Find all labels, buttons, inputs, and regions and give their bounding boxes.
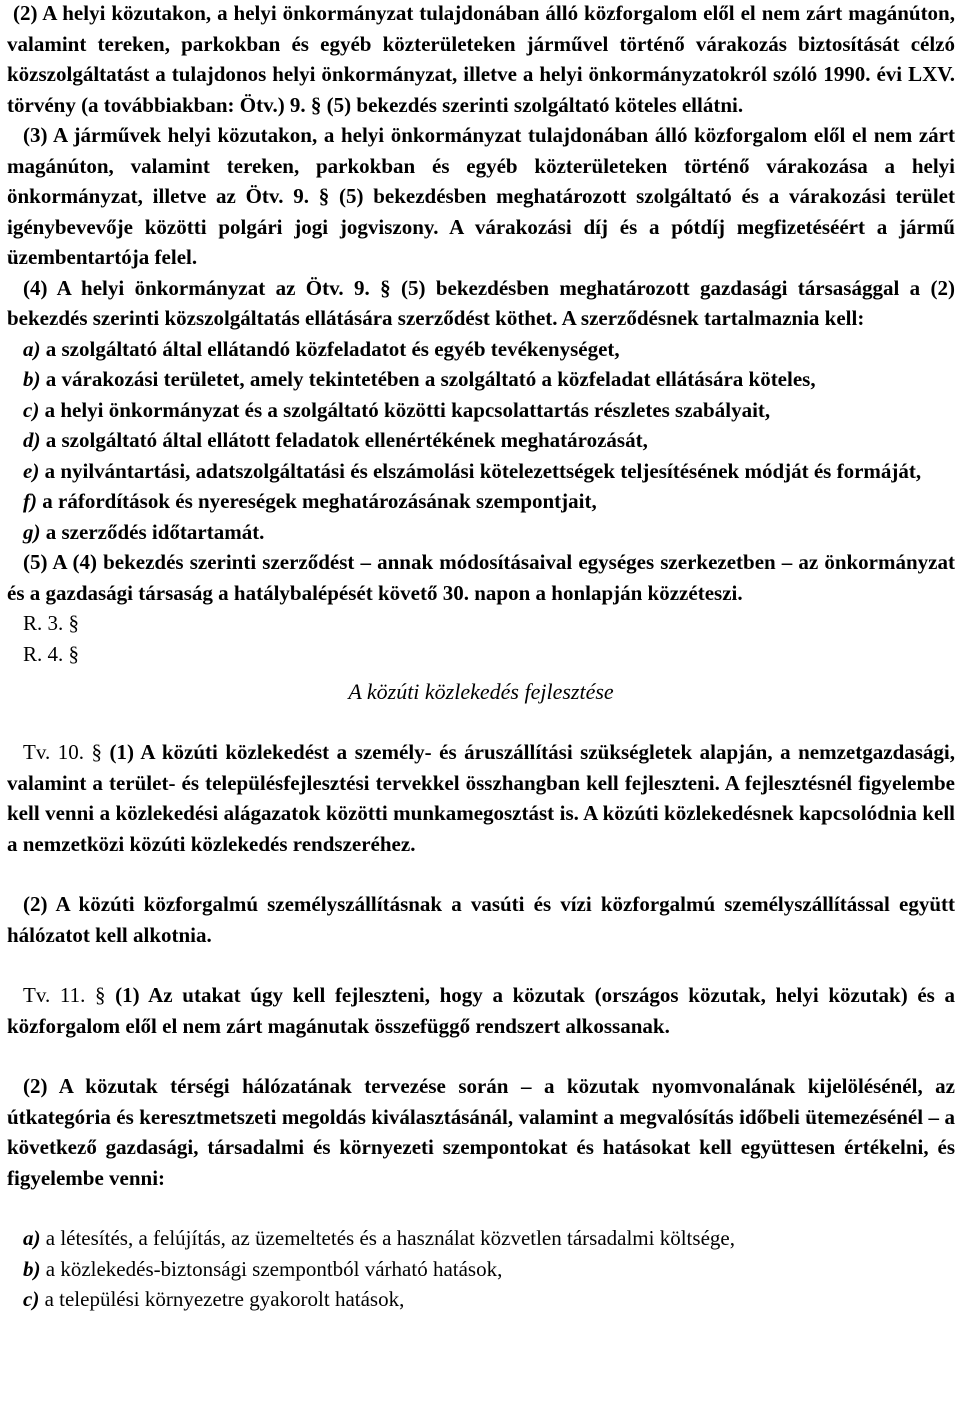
- reference-r3: R. 3. §: [23, 611, 80, 635]
- tv11-paragraph-1: Tv. 11. § (1) Az utakat úgy kell fejleszteni, hogy a közutak (országos közutak, helyi közutak) és a közforgalom elől el nem zárt magánutak összefüggő rendszert alkossanak.: [7, 983, 955, 1038]
- list-label: d): [23, 428, 41, 452]
- list-item: b) a közlekedés-biztonsági szempontból várható hatások,: [23, 1256, 503, 1281]
- list-label: c): [23, 397, 40, 422]
- list-item: c) a települési környezetre gyakorolt hatások,: [23, 1287, 405, 1311]
- paragraph-2: (2) A helyi közutakon, a helyi önkormányzat tulajdonában álló közforgalom elől el nem zárt magánúton, valamint tereken, parkokban és egyéb közterületeken járművel történő várakozás biztosítását célzó közszolgáltatást a tulajdonos helyi önkormányzat, illetve a helyi önkormányzatokról szóló 1990. évi LXV. törvény (a továbbiakban: Ötv.) 9. § (5) bekezdés szerinti szolgáltató köteles ellátni.: [7, 1, 955, 117]
- list-label: c): [23, 1287, 40, 1311]
- list-label: e): [23, 458, 40, 483]
- tv10-paragraph-1: Tv. 10. § (1) A közúti közlekedést a személy- és áruszállítási szükségletek alapján, a nemzetgazdasági, valamint a terület- és településfejlesztési tervekkel összhangban kell fejleszteni. A fejlesztésnél figyelembe kell venni a közlekedési alágazatok közötti munkamegosztást is. A közúti közlekedésnek kapcsolódnia kell a nemzetközi közúti közlekedés rendszeréhez.: [7, 740, 955, 856]
- list-item: d) a szolgáltató által ellátott feladatok ellenértékének meghatározását,: [23, 428, 648, 452]
- section-reference: Tv. 11. §: [23, 983, 106, 1007]
- list-label: a): [23, 336, 41, 361]
- paragraph-5: (5) A (4) bekezdés szerinti szerződést – annak módosításaival egységes szerkezetben – az önkormányzat és a gazdasági társaság a hatálybalépését követő 30. napon a honlapján közzéteszi.: [7, 550, 955, 605]
- list-label: g): [23, 519, 41, 544]
- list-item: a) a szolgáltató által ellátandó közfeladatot és egyéb tevékenységet,: [23, 336, 620, 361]
- list-item: g) a szerződés időtartamát.: [23, 519, 265, 544]
- list-label: b): [23, 1256, 41, 1281]
- list-item: e) a nyilvántartási, adatszolgáltatási és elszámolási kötelezettségek teljesítésének módját és formáját,: [23, 458, 922, 483]
- paragraph-3: (3) A járművek helyi közutakon, a helyi önkormányzat tulajdonában álló közforgalom elől el nem zárt magánúton, valamint tereken, parkokban és egyéb közterületeken történő várakozása a helyi önkormányzat, illetve az Ötv. 9. § (5) bekezdésben meghatározott szolgáltató és a várakozási terület igénybevevője közötti polgári jogi jogviszony. A várakozási díj és a pótdíj megfizetéséért a jármű üzembentartója felel.: [7, 123, 955, 269]
- tv10-paragraph-2: (2) A közúti közforgalmú személyszállításnak a vasúti és vízi közforgalmú személyszállítással együtt hálózatot kell alkotnia.: [7, 892, 955, 947]
- list-item: a) a létesítés, a felújítás, az üzemeltetés és a használat közvetlen társadalmi költsége,: [23, 1226, 735, 1250]
- list-label: a): [23, 1226, 41, 1250]
- section-reference: Tv. 10. §: [23, 740, 102, 764]
- list-item: c) a helyi önkormányzat és a szolgáltató közötti kapcsolattartás részletes szabályait,: [23, 397, 771, 422]
- list-item: b) a várakozási területet, amely tekintetében a szolgáltató a közfeladat ellátására köteles,: [23, 367, 816, 391]
- tv11-paragraph-2: (2) A közutak térségi hálózatának tervezése során – a közutak nyomvonalának kijelölésénél, az útkategória és keresztmetszeti megoldás kiválasztásánál, valamint a megvalósítás időbeli ütemezésénél – a következő gazdasági, társadalmi és környezeti szempontokat és hatásokat kell együttesen értékelni, és figyelembe venni:: [7, 1074, 955, 1190]
- section-heading: A közúti közlekedés fejlesztése: [348, 679, 614, 704]
- reference-r4: R. 4. §: [23, 641, 80, 666]
- list-label: f): [23, 489, 37, 513]
- contract-content-list: [7, 334, 955, 548]
- evaluation-criteria-list: [7, 1223, 955, 1315]
- list-item: f) a ráfordítások és nyereségek meghatározásának szempontjait,: [23, 489, 597, 513]
- document-page: [7, 0, 955, 1315]
- paragraph-4: (4) A helyi önkormányzat az Ötv. 9. § (5) bekezdésben meghatározott gazdasági társasággal a (2) bekezdés szerinti közszolgáltatás ellátására szerződést köthet. A szerződésnek tartalmaznia kell:: [7, 275, 955, 330]
- list-label: b): [23, 367, 41, 391]
